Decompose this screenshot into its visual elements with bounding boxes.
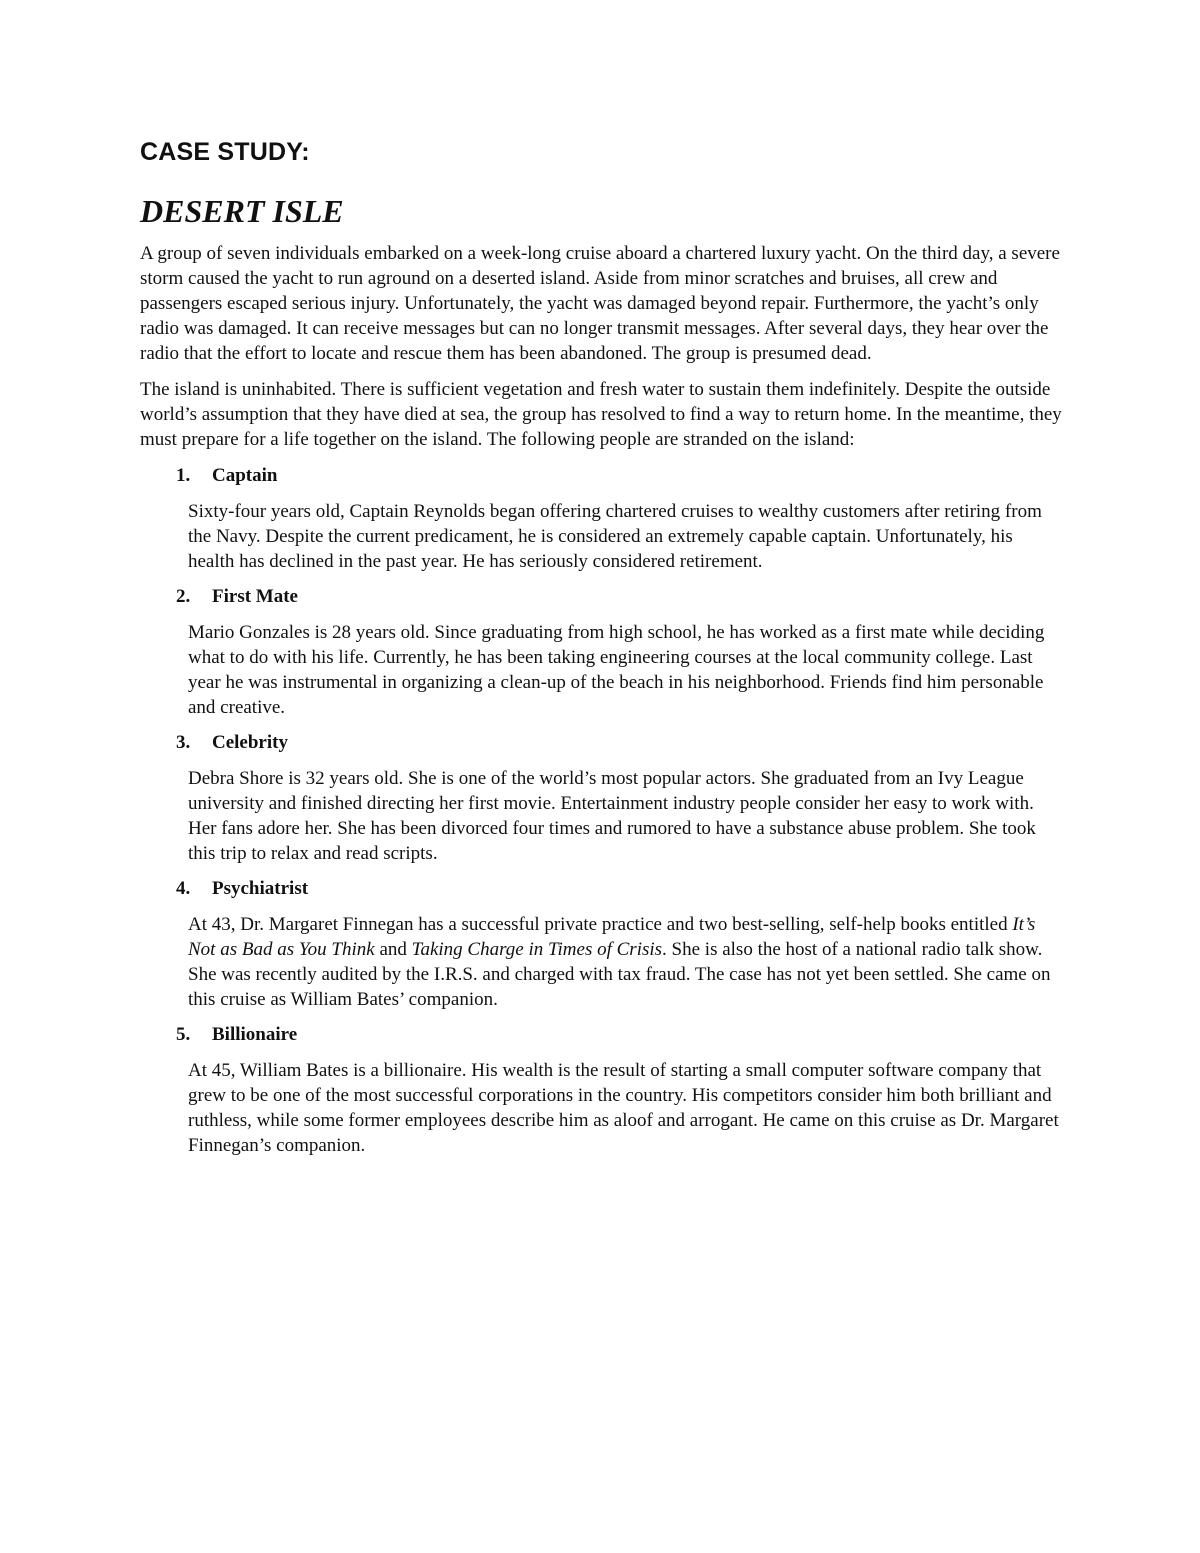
person-role-heading bbox=[140, 463, 1062, 488]
person-description bbox=[140, 912, 1062, 1012]
list-item-celebrity bbox=[140, 730, 1062, 866]
list-item-psychiatrist bbox=[140, 876, 1062, 1012]
list-number: 3. bbox=[176, 732, 191, 753]
person-role: Captain bbox=[212, 465, 278, 486]
person-role: Psychiatrist bbox=[212, 878, 309, 899]
person-role-heading bbox=[140, 1022, 1062, 1047]
list-number: 4. bbox=[176, 878, 191, 899]
person-role: First Mate bbox=[212, 586, 298, 607]
person-role: Celebrity bbox=[212, 732, 288, 753]
person-role-heading bbox=[140, 876, 1062, 901]
stranded-people-list bbox=[140, 463, 1062, 1158]
description-text: and bbox=[374, 939, 412, 960]
description-text: At 43, Dr. Margaret Finnegan has a successful private practice and two best-selling, self-help books entitled bbox=[188, 914, 1013, 935]
person-description: Sixty-four years old, Captain Reynolds began offering chartered cruises to wealthy customers after retiring from the Navy. Despite the current predicament, he is considered an extremely capable captain. Unfortunately, his health has declined in the past year. He has seriously considered retirement. bbox=[188, 501, 1042, 572]
island-paragraph: The island is uninhabited. There is sufficient vegetation and fresh water to sustain them indefinitely. Despite the outside world’s assumption that they have died at sea, the group has resolved to find a way to return home. In the meantime, they must prepare for a life together on the island. The following people are stranded on the island: bbox=[140, 379, 1062, 450]
person-description: Mario Gonzales is 28 years old. Since graduating from high school, he has worked as a first mate while deciding what to do with his life. Currently, he has been taking engineering courses at the local community college. Last year he was instrumental in organizing a clean-up of the beach in his neighborhood. Friends find him personable and creative. bbox=[188, 622, 1045, 718]
intro-paragraph: A group of seven individuals embarked on a week-long cruise aboard a chartered luxury yacht. On the third day, a severe storm caused the yacht to run aground on a deserted island. Aside from minor scratches and bruises, all crew and passengers escaped serious injury. Unfortunately, the yacht was damaged beyond repair. Furthermore, the yacht’s only radio was damaged. It can receive messages but can no longer transmit messages. After several days, they hear over the radio that the effort to locate and rescue them has been abandoned. The group is presumed dead. bbox=[140, 243, 1060, 364]
document-page bbox=[140, 140, 1062, 1168]
list-item-captain bbox=[140, 463, 1062, 574]
book-title: It’s Not as Bad as You Think bbox=[188, 914, 1036, 960]
book-title: Taking Charge in Times of Crisis bbox=[411, 939, 663, 960]
person-role-heading bbox=[140, 584, 1062, 609]
list-number: 2. bbox=[176, 586, 191, 607]
person-description: At 45, William Bates is a billionaire. His wealth is the result of starting a small computer software company that grew to be one of the most successful corporations in the country. His competitors consider him both brilliant and ruthless, while some former employees describe him as aloof and arrogant. He came on this cruise as Dr. Margaret Finnegan’s companion. bbox=[188, 1060, 1059, 1156]
list-item-billionaire bbox=[140, 1022, 1062, 1158]
person-role: Billionaire bbox=[212, 1024, 298, 1045]
list-item-first-mate bbox=[140, 584, 1062, 720]
case-study-heading: CASE STUDY: bbox=[140, 138, 310, 166]
description-text: . She is also the host of a national radio talk show. She was recently audited by the I.R.S. and charged with tax fraud. The case has not yet been settled. She came on this cruise as William Bates’ companion. bbox=[188, 939, 1051, 1010]
list-number: 1. bbox=[176, 465, 191, 486]
list-number: 5. bbox=[176, 1024, 191, 1045]
person-description: Debra Shore is 32 years old. She is one of the world’s most popular actors. She graduated from an Ivy League university and finished directing her first movie. Entertainment industry people consider her easy to work with. Her fans adore her. She has been divorced four times and rumored to have a substance abuse problem. She took this trip to relax and read scripts. bbox=[188, 768, 1036, 864]
document-title: DESERT ISLE bbox=[140, 193, 344, 229]
person-role-heading bbox=[140, 730, 1062, 755]
